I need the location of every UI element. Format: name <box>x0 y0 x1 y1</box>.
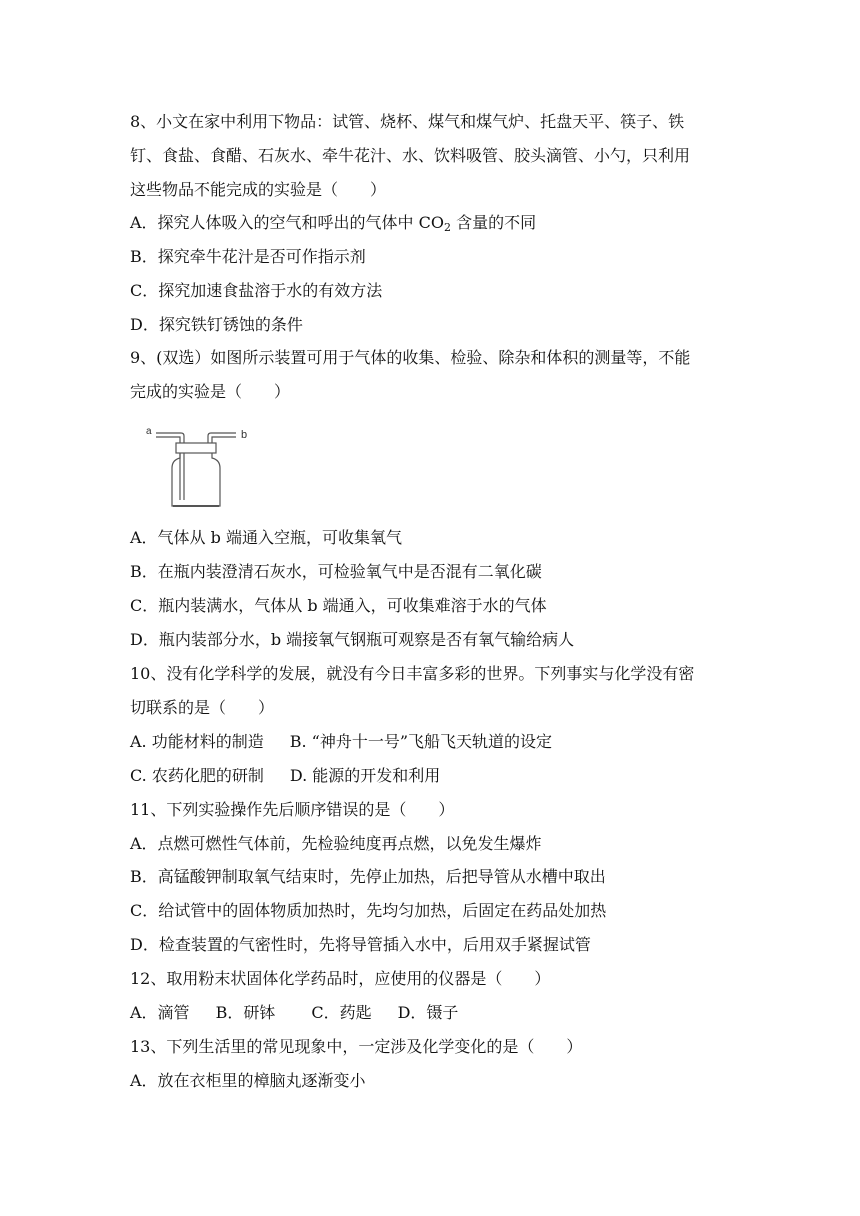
q10-options-row-2 <box>130 766 440 786</box>
q12-option-d: D．镊子 <box>397 1003 459 1022</box>
q9-stem-line-1: 9、(双选）如图所示装置可用于气体的收集、检验、除杂和体积的测量等，不能 <box>130 348 691 367</box>
q10-stem-line-1: 10、没有化学科学的发展，就没有今日丰富多彩的世界。下列事实与化学没有密 <box>130 664 695 683</box>
bottle-apparatus <box>156 433 236 506</box>
q12-option-b: B．研钵 <box>215 1003 276 1022</box>
q11-option-a: A．点燃可燃性气体前，先检验纯度再点燃，以免发生爆炸 <box>130 834 542 853</box>
q8-option-c: C．探究加速食盐溶于水的有效方法 <box>130 281 383 300</box>
q10-option-b: B. “神舟十一号”飞船飞天轨道的设定 <box>289 732 553 751</box>
figure-label-a: a <box>146 426 152 437</box>
q8-stem-line-3: 这些物品不能完成的实验是（ ） <box>130 180 387 199</box>
q12-stem: 12、取用粉末状固体化学药品时，应使用的仪器是（ ） <box>130 969 551 988</box>
q8-stem-line-2: 钉、食盐、食醋、石灰水、牵牛花汁、水、饮料吸管、胶头滴管、小勺，只利用 <box>130 146 691 165</box>
q9-option-b: B．在瓶内装澄清石灰水，可检验氧气中是否混有二氧化碳 <box>130 562 542 581</box>
q8-option-b: B．探究牵牛花汁是否可作指示剂 <box>130 247 366 266</box>
q8-option-a-tail: 含量的不同 <box>451 213 537 232</box>
q12-option-c: C．药匙 <box>311 1003 372 1022</box>
q11-stem: 11、下列实验操作先后顺序错误的是（ ） <box>130 800 455 819</box>
q8-stem-line-1: 8、小文在家中利用下物品：试管、烧杯、煤气和煤气炉、托盘天平、筷子、铁 <box>130 112 685 131</box>
q11-option-c: C．给试管中的固体物质加热时，先均匀加热，后固定在药品处加热 <box>130 901 607 920</box>
q8-option-a <box>130 213 536 233</box>
q9-option-c: C．瓶内装满水，气体从 b 端通入，可收集难溶于水的气体 <box>130 596 547 615</box>
co2-subscript: 2 <box>444 221 452 234</box>
q12-options-row <box>130 1003 458 1023</box>
q9-option-d: D．瓶内装部分水，b 端接氧气钢瓶可观察是否有氧气输给病人 <box>130 630 575 649</box>
q10-option-a: A. 功能材料的制造 <box>130 732 264 751</box>
q9-stem-line-2: 完成的实验是（ ） <box>130 382 291 401</box>
q10-stem-line-2: 切联系的是（ ） <box>130 698 275 717</box>
q10-option-d: D. 能源的开发和利用 <box>289 766 441 785</box>
figure-label-b: b <box>241 429 248 441</box>
q10-options-row-1 <box>130 732 552 752</box>
q11-option-b: B．高锰酸钾制取氧气结束时，先停止加热，后把导管从水槽中取出 <box>130 867 606 886</box>
q8-option-a-text: A．探究人体吸入的空气和呼出的气体中 CO <box>130 213 445 232</box>
q10-option-c: C. 农药化肥的研制 <box>130 766 264 785</box>
q13-option-a: A．放在衣柜里的樟脑丸逐渐变小 <box>130 1071 366 1090</box>
q9-option-a: A．气体从 b 端通入空瓶，可收集氧气 <box>130 528 402 547</box>
q8-option-d: D．探究铁钉锈蚀的条件 <box>130 315 303 334</box>
q12-option-a: A．滴管 <box>130 1003 190 1022</box>
q13-stem: 13、下列生活里的常见现象中，一定涉及化学变化的是（ ） <box>130 1037 583 1056</box>
q11-option-d: D．检查装置的气密性时，先将导管插入水中，后用双手紧握试管 <box>130 935 591 954</box>
gas-bottle-figure <box>140 420 260 510</box>
